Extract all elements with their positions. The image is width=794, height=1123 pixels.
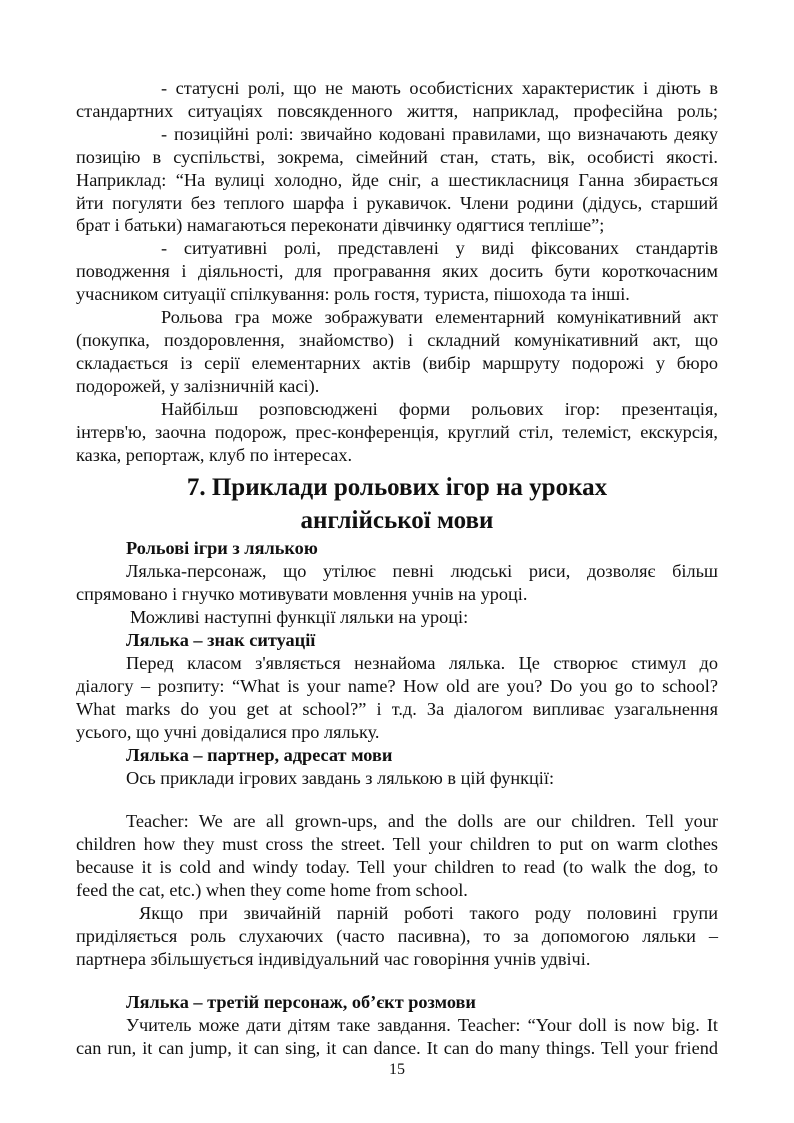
text-line: Можливі наступні функції ляльки на уроці: — [130, 607, 469, 627]
function-heading-third-character: Лялька – третій персонаж, об’єкт розмови — [126, 992, 476, 1012]
teacher-line: Teacher: We are all grown-ups, and the dolls are our children. Tell your — [126, 811, 718, 831]
text-line: йти погуляти без теплого шарфа і рукавичок. Члени родини (дідусь, старший — [76, 193, 718, 213]
function-heading-situation: Лялька – знак ситуації — [126, 630, 316, 650]
text-line: can run, it can jump, it can sing, it can dance. It can do many things. Tell your friend — [76, 1038, 718, 1058]
function-heading-partner: Лялька – партнер, адресат мови — [126, 745, 393, 765]
text-line: позицію в суспільстві, зокрема, сімейний стан, стать, вік, особисті якості. — [76, 147, 718, 167]
text-line: - статусні ролі, що не мають особистісних характеристик і діють в — [161, 78, 718, 98]
text-line: поводження і діяльності, для програвання яких досить бути короткочасним — [76, 261, 718, 281]
text-line: стандартних ситуаціях повсякденного життя, наприклад, професійна роль; — [76, 101, 718, 121]
text-line: Лялька-персонаж, що утілює певні людські риси, дозволяє більш — [126, 561, 718, 581]
text-line: брат і батьки) намагаються переконати дівчинку одягтися тепліше”; — [76, 215, 605, 235]
text-line: спрямовано і гнучко мотивувати мовлення учнів на уроці. — [76, 584, 528, 604]
teacher-line: feed the cat, etc.) when they come home from school. — [76, 880, 468, 900]
text-line: подорожей, у залізничній касі). — [76, 376, 320, 396]
text-line: Учитель може дати дітям таке завдання. Teacher: “Your doll is now big. It — [126, 1015, 718, 1035]
section-title-line-1: 7. Приклади рольових ігор на уроках — [186, 474, 608, 501]
page-number: 15 — [389, 1061, 405, 1078]
text-line: Ось приклади ігрових завдань з лялькою в цій функції: — [126, 768, 555, 788]
subsection-heading: Рольові ігри з лялькою — [126, 538, 318, 558]
text-line: Якщо при звичайній парній роботі такого роду половині групи — [139, 903, 718, 923]
text-line: інтерв'ю, заочна подорож, прес-конференція, круглий стіл, телеміст, екскурсія, — [76, 422, 718, 442]
text-line: - ситуативні ролі, представлені у виді фіксованих стандартів — [161, 238, 718, 258]
section-title-line-2: англійської мови — [300, 507, 494, 534]
text-line: учасником ситуації спілкування: роль гостя, туриста, пішохода та інші. — [76, 284, 630, 304]
text-line: партнера збільшується індивідуальний час говоріння учнів удвічі. — [76, 949, 591, 969]
text-line: What marks do you get at school?” і т.д. За діалогом випливає узагальнення — [76, 699, 718, 719]
text-line: Рольова гра може зображувати елементарний комунікативний акт — [161, 307, 718, 327]
text-line: складається із серії елементарних актів (вибір маршруту подорожі у бюро — [76, 353, 718, 373]
teacher-line: children how they must cross the street. Tell your children to put on warm clothes — [76, 834, 718, 854]
text-line: приділяється роль слухаючих (часто пасивна), то за допомогою ляльки – — [76, 926, 718, 946]
text-line: Найбільш розповсюджені форми рольових ігор: презентація, — [161, 399, 718, 419]
text-line: казка, репортаж, клуб по інтересах. — [76, 445, 353, 465]
teacher-line: because it is cold and windy today. Tell your children to read (to walk the dog, to — [76, 857, 718, 877]
text-line: усього, що учні довідалися про ляльку. — [76, 722, 380, 742]
text-line: - позиційні ролі: звичайно кодовані правилами, що визначають деяку — [161, 124, 718, 144]
text-line: діалогу – розпиту: “What is your name? How old are you? Do you go to school? — [76, 676, 718, 696]
text-line: (покупка, поздоровлення, знайомство) і складний комунікативний акт, що — [76, 330, 718, 350]
text-line: Перед класом з'являється незнайома лялька. Це створює стимул до — [126, 653, 718, 673]
text-line: Наприклад: “На вулиці холодно, йде сніг, а шестикласниця Ганна збирається — [76, 170, 718, 190]
